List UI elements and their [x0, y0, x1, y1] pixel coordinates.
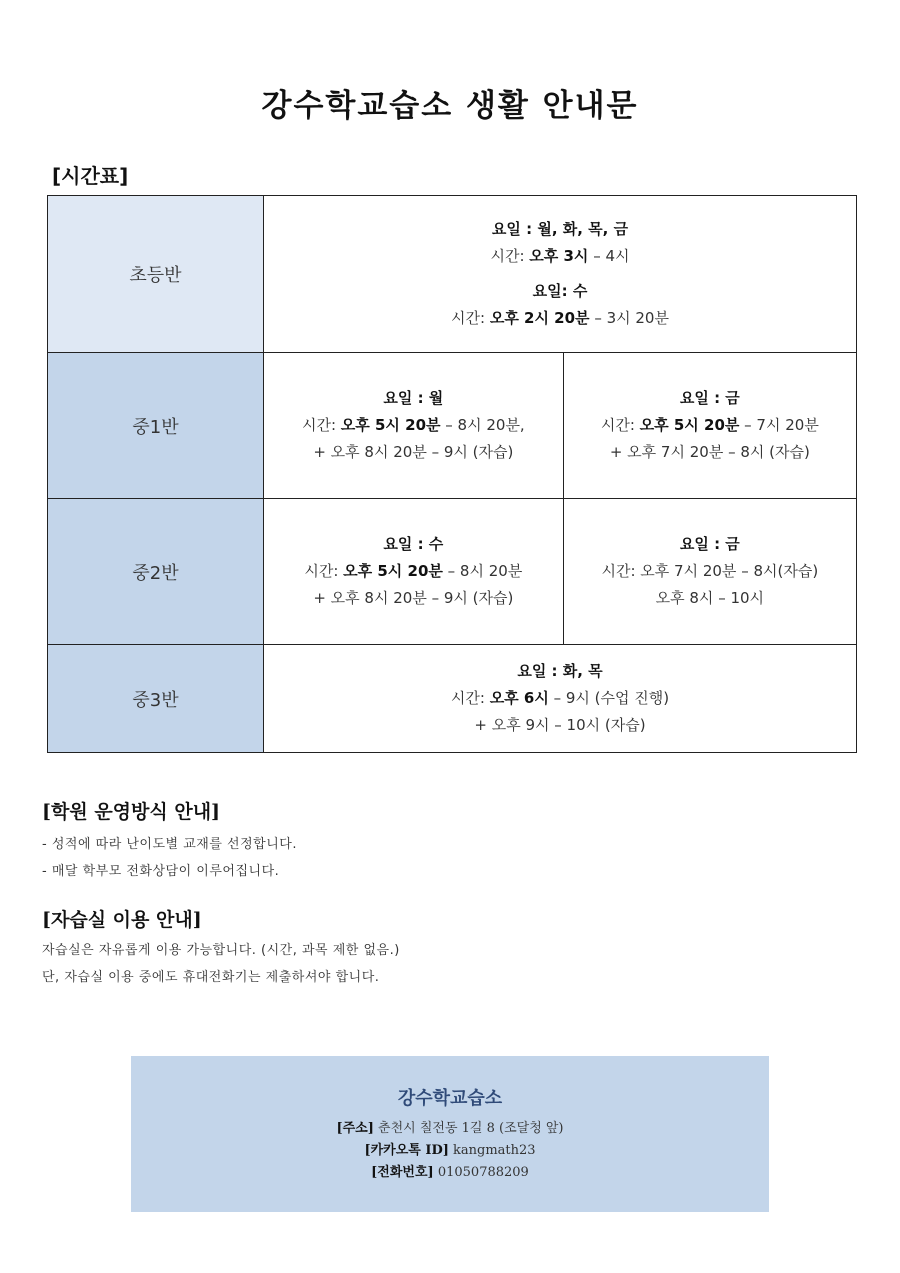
extra-time: + 오후 8시 20분 – 9시 (자습): [313, 589, 514, 607]
extra-time: + 오후 9시 – 10시 (자습): [474, 716, 646, 734]
address-value: 춘천시 칠전동 1길 8 (조달청 앞): [373, 1121, 564, 1136]
extra-time: + 오후 8시 20분 – 9시 (자습): [313, 443, 514, 461]
time-rest: – 8시 20분,: [440, 416, 525, 434]
table-row: [48, 645, 857, 753]
contact-box: [131, 1056, 769, 1212]
table-row: [48, 196, 857, 353]
time-prefix: 시간:: [600, 416, 640, 434]
time-prefix: 시간:: [490, 247, 530, 265]
page-title: 강수학교습소 생활 안내문: [261, 88, 639, 124]
time-prefix: 시간:: [304, 562, 344, 580]
day-label: 요일 : 월, 화, 목, 금: [491, 220, 629, 238]
day-label: 요일 : 수: [383, 535, 444, 553]
schedule-cell: [264, 499, 564, 645]
phone-label: [전화번호]: [371, 1165, 434, 1180]
schedule-cell: [264, 196, 857, 353]
study-room-line: 단, 자습실 이용 중에도 휴대전화기는 제출하셔야 합니다.: [42, 970, 380, 985]
time-bold: 오후 5시 20분: [639, 416, 740, 434]
address-line: [131, 1118, 769, 1140]
study-room-line: 자습실은 자유롭게 이용 가능합니다. (시간, 과목 제한 없음.): [42, 943, 400, 958]
schedule-cell: [563, 353, 856, 499]
day-label: 요일: 수: [532, 282, 588, 300]
phone-value: 01050788209: [433, 1165, 529, 1180]
kakao-line: [131, 1140, 769, 1162]
class-label: 중1반: [48, 353, 264, 499]
phone-line: [131, 1162, 769, 1184]
time-bold: 오후 6시: [489, 689, 549, 707]
kakao-value: kangmath23: [448, 1143, 536, 1158]
time-prefix: 시간:: [451, 309, 490, 327]
study-room-heading: [자습실 이용 안내]: [42, 909, 202, 931]
day-label: 요일 : 월: [383, 389, 444, 407]
class-label: 중3반: [48, 645, 264, 753]
time-bold: 오후 5시 20분: [340, 416, 441, 434]
address-label: [주소]: [336, 1121, 374, 1136]
operation-line: - 성적에 따라 난이도별 교재를 선정합니다.: [42, 837, 297, 852]
time-rest: – 4시: [588, 247, 630, 265]
schedule-cell: [264, 353, 564, 499]
time-rest: – 3시 20분: [589, 309, 669, 327]
day-label: 요일 : 화, 목: [517, 662, 603, 680]
time-bold: 오후 3시: [529, 247, 589, 265]
table-row: [48, 353, 857, 499]
operation-heading: [학원 운영방식 안내]: [42, 801, 221, 823]
time-prefix: 시간:: [450, 689, 490, 707]
operation-line: - 매달 학부모 전화상담이 이루어집니다.: [42, 864, 280, 879]
time-prefix: 시간:: [601, 562, 641, 580]
time-rest: – 7시 20분: [739, 416, 819, 434]
timetable: [47, 195, 857, 753]
time-prefix: 시간:: [301, 416, 341, 434]
day-label: 요일 : 금: [679, 535, 740, 553]
extra-time: + 오후 7시 20분 – 8시 (자습): [609, 443, 810, 461]
class-label: 초등반: [48, 196, 264, 353]
timetable-heading: [시간표]: [52, 164, 129, 188]
time-rest: – 8시 20분: [442, 562, 523, 580]
table-row: [48, 499, 857, 645]
schedule-cell: [563, 499, 856, 645]
kakao-label: [카카오톡 ID]: [364, 1143, 449, 1158]
extra-time: 오후 8시 – 10시: [655, 589, 765, 607]
class-label: 중2반: [48, 499, 264, 645]
academy-name: 강수학교습소: [397, 1088, 503, 1109]
time-rest: 오후 7시 20분 – 8시(자습): [640, 562, 819, 580]
schedule-cell: [264, 645, 857, 753]
time-rest: – 9시 (수업 진행): [548, 689, 670, 707]
time-bold: 오후 5시 20분: [343, 562, 443, 580]
time-bold: 오후 2시 20분: [489, 309, 590, 327]
day-label: 요일 : 금: [679, 389, 740, 407]
